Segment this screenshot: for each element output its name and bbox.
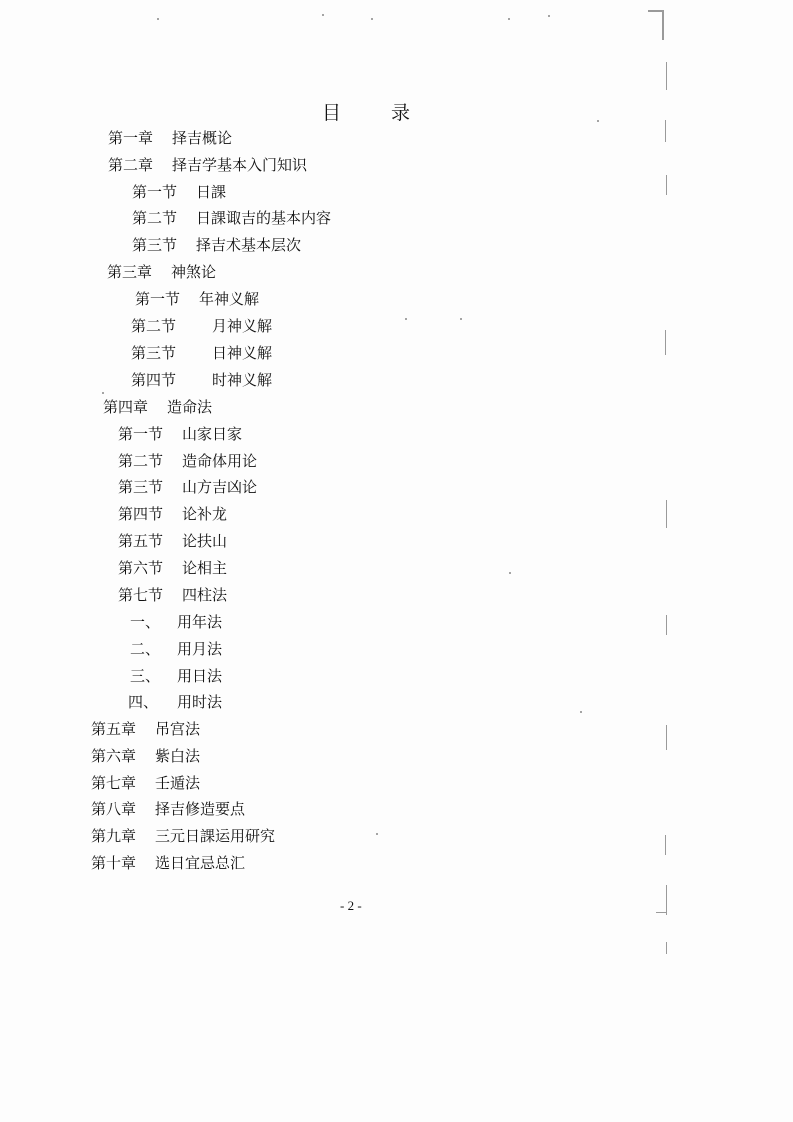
scan-artifact	[648, 10, 662, 12]
toc-label: 三、	[130, 667, 161, 685]
toc-label: 第九章	[91, 827, 137, 845]
toc-label: 第二章	[108, 156, 154, 174]
scan-artifact	[665, 330, 666, 355]
scan-artifact	[666, 885, 667, 915]
toc-text: 造命体用论	[182, 452, 258, 470]
toc-text: 选日宜忌总汇	[155, 854, 246, 872]
toc-entry-section	[118, 424, 242, 444]
toc-text: 择吉修造要点	[155, 800, 246, 818]
toc-label: 第三节	[118, 478, 164, 496]
toc-text: 择吉学基本入门知识	[172, 156, 308, 174]
toc-text: 论补龙	[182, 505, 228, 523]
toc-label: 第十章	[91, 854, 137, 872]
scan-speck	[460, 318, 462, 320]
toc-text: 择吉术基本层次	[196, 236, 302, 254]
toc-entry-section	[131, 343, 272, 363]
toc-text: 时神义解	[212, 371, 273, 389]
toc-entry-subitem	[128, 692, 222, 712]
toc-entry-chapter-10	[91, 853, 245, 873]
toc-label: 第一节	[118, 425, 164, 443]
toc-text: 日神义解	[212, 344, 273, 362]
scan-speck	[157, 18, 159, 20]
toc-text: 壬遁法	[155, 774, 201, 792]
toc-label: 第七章	[91, 774, 137, 792]
scan-speck	[376, 833, 378, 835]
toc-entry-section	[118, 451, 257, 471]
toc-entry-section	[135, 289, 259, 309]
scan-speck	[371, 18, 373, 20]
toc-label: 第六章	[91, 747, 137, 765]
scan-speck	[508, 18, 510, 20]
toc-text: 日課诹吉的基本内容	[196, 209, 332, 227]
toc-text: 四柱法	[182, 586, 228, 604]
toc-label: 第一节	[135, 290, 181, 308]
scan-speck	[405, 318, 407, 320]
scan-speck	[580, 711, 582, 713]
toc-entry-chapter-8	[91, 799, 245, 819]
toc-label: 一、	[130, 613, 161, 631]
scan-artifact	[665, 835, 666, 855]
scan-speck	[597, 120, 599, 122]
scan-speck	[509, 572, 511, 574]
toc-label: 第八章	[91, 800, 137, 818]
toc-entry-chapter-9	[91, 826, 275, 846]
toc-entry-chapter-4	[103, 397, 212, 417]
toc-label: 第五章	[91, 720, 137, 738]
scan-artifact	[666, 62, 667, 90]
toc-entry-section	[132, 208, 331, 228]
toc-label: 第三章	[107, 263, 153, 281]
toc-entry-subitem	[130, 639, 222, 659]
scan-artifact	[666, 942, 667, 954]
toc-label: 第四节	[131, 371, 177, 389]
toc-text: 用年法	[177, 613, 223, 631]
toc-text: 吊宫法	[155, 720, 201, 738]
toc-text: 月神义解	[212, 317, 273, 335]
toc-text: 年神义解	[199, 290, 260, 308]
toc-entry-chapter-5	[91, 719, 200, 739]
toc-label: 第四章	[103, 398, 149, 416]
toc-label: 第三节	[131, 344, 177, 362]
scan-artifact	[662, 10, 664, 40]
toc-label: 第五节	[118, 532, 164, 550]
toc-entry-section	[118, 585, 227, 605]
toc-text: 造命法	[167, 398, 213, 416]
toc-label: 第六节	[118, 559, 164, 577]
toc-label: 第二节	[131, 317, 177, 335]
page-title: 目 录	[322, 102, 433, 124]
toc-entry-section	[118, 531, 227, 551]
toc-entry-chapter-7	[91, 773, 200, 793]
scan-artifact	[666, 725, 667, 750]
toc-label: 第四节	[118, 505, 164, 523]
toc-text: 紫白法	[155, 747, 201, 765]
toc-label: 二、	[130, 640, 161, 658]
toc-text: 用时法	[177, 693, 223, 711]
toc-entry-chapter-3	[107, 262, 216, 282]
scan-artifact	[666, 615, 667, 635]
scan-artifact	[656, 912, 666, 913]
toc-entry-subitem	[130, 666, 222, 686]
toc-label: 第一节	[132, 183, 178, 201]
toc-label: 第二节	[132, 209, 178, 227]
toc-text: 论扶山	[182, 532, 228, 550]
toc-entry-section	[118, 477, 257, 497]
toc-text: 用日法	[177, 667, 223, 685]
toc-label: 第二节	[118, 452, 164, 470]
toc-text: 用月法	[177, 640, 223, 658]
toc-text: 山家日家	[182, 425, 243, 443]
toc-entry-section	[131, 316, 272, 336]
toc-label: 四、	[128, 693, 159, 711]
toc-label: 第七节	[118, 586, 164, 604]
toc-entry-chapter-2	[108, 155, 307, 175]
toc-text: 山方吉凶论	[182, 478, 258, 496]
toc-label: 第三节	[132, 236, 178, 254]
toc-text: 论相主	[182, 559, 228, 577]
toc-text: 日課	[196, 183, 227, 201]
scan-speck	[322, 14, 324, 16]
toc-text: 三元日課运用研究	[155, 827, 276, 845]
toc-entry-chapter-1	[108, 128, 232, 148]
toc-label: 第一章	[108, 129, 154, 147]
toc-entry-section	[132, 182, 226, 202]
scan-artifact	[665, 120, 666, 142]
toc-entry-subitem	[130, 612, 222, 632]
scan-artifact	[666, 500, 667, 528]
toc-entry-chapter-6	[91, 746, 200, 766]
toc-text: 神煞论	[171, 263, 217, 281]
toc-text: 择吉概论	[172, 129, 233, 147]
toc-entry-section	[118, 558, 227, 578]
page-number: - 2 -	[340, 898, 362, 913]
scan-speck	[548, 15, 550, 17]
toc-entry-section	[131, 370, 272, 390]
scan-artifact	[666, 175, 667, 195]
toc-entry-section	[118, 504, 227, 524]
toc-entry-section	[132, 235, 301, 255]
scan-speck	[102, 392, 104, 394]
